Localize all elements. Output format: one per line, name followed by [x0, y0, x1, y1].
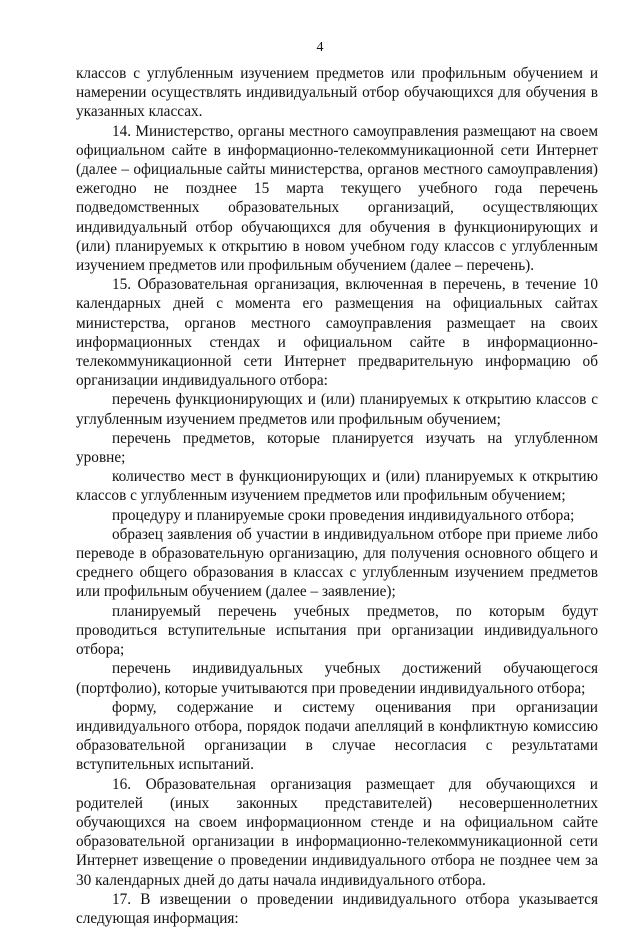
list-item-subjects: перечень предметов, которые планируется изучать на углубленном уровне; — [76, 429, 598, 467]
list-item-procedure: процедуру и планируемые сроки проведения индивидуального отбора; — [112, 506, 575, 524]
list-item-application-sample: образец заявления об участии в индивидуальном отборе при приеме либо переводе в образовательную организацию, для получения основного общего и среднего общего образования в классах с углубленным изучением предметов или профильным обучением (далее – заявление); — [76, 525, 598, 601]
list-item-classes: перечень функционирующих и (или) планируемых к открытию классов с углубленным изучением предметов или профильным обучением; — [76, 391, 598, 428]
paragraph-16: 16. Образовательная организация размещает для обучающихся и родителей (иных законных представителей) несовершеннолетних обучающихся на своем информационном стенде и на официальном сайте образовательной организации в информационно-телекоммуникационной сети Интернет извещение о проведении индивидуального отбора не позднее чем за 30 календарных дней до даты начала индивидуального отбора. — [76, 775, 598, 889]
paragraph-15: 15. Образовательная организация, включенная в перечень, в течение 10 календарных дней с момента его размещения на официальных сайтах министерства, органов местного самоуправления размещает на своих информационных стендах и официальном сайте в информационно-телекоммуникационной сети Интернет предварительную информацию об организации индивидуального отбора: — [76, 276, 598, 390]
list-item-assessment: форму, содержание и систему оценивания при организации индивидуального отбора, порядок подачи апелляций в конфликтную комиссию образовательной организации в случае несогласия с результатами вступительных испытаний. — [76, 698, 598, 774]
page-number: 4 — [316, 40, 324, 55]
list-item-portfolio: перечень индивидуальных учебных достижений обучающегося (портфолио), которые учитываются при проведении индивидуального отбора; — [76, 660, 598, 697]
list-item-places: количество мест в функционирующих и (или) планируемых к открытию классов с углубленным изучением предметов или профильным обучением; — [76, 468, 598, 505]
list-item-exam-subjects: планируемый перечень учебных предметов, по которым будут проводиться вступительные испытания при организации индивидуального отбора; — [76, 602, 598, 659]
paragraph-continuation: классов с углубленным изучением предметов или профильным обучением и намерении осуществлять индивидуальный отбор обучающихся для обучения в указанных классах. — [76, 65, 598, 121]
paragraph-17: 17. В извещении о проведении индивидуального отбора указывается следующая информация: — [76, 890, 598, 927]
document-body — [76, 64, 598, 928]
paragraph-14: 14. Министерство, органы местного самоуправления размещают на своем официальном сайте в информационно-телекоммуникационной сети Интернет (далее – официальные сайты министерства, органов местного самоуправления) ежегодно не позднее 15 марта текущего учебного года перечень подведомственных образовательных организаций, осуществляющих индивидуальный отбор обучающихся для обучения в функционирующих и (или) планируемых к открытию в новом учебном году классов с углубленным изучением предметов или профильным обучением (далее – перечень). — [76, 122, 598, 275]
